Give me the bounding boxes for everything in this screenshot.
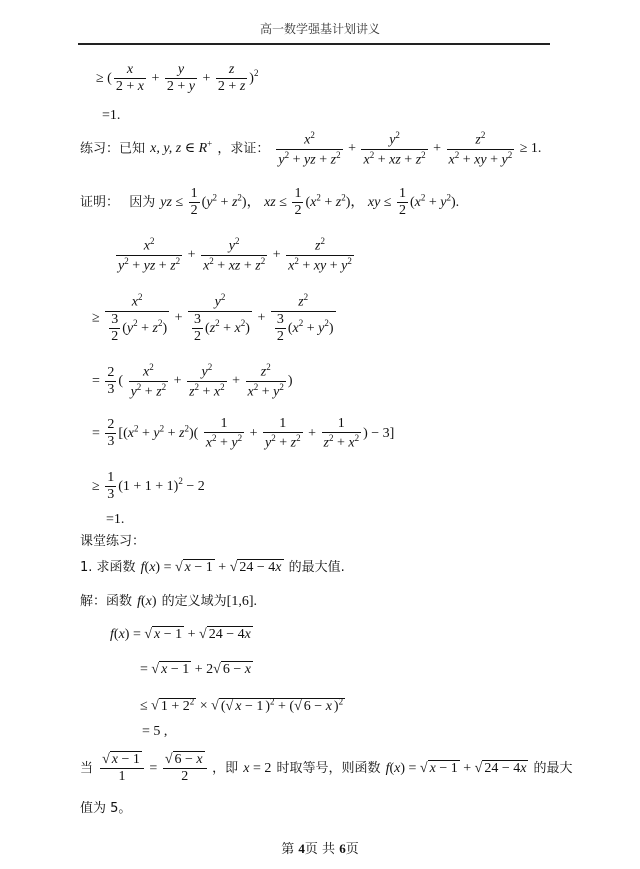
proof-lhs: $\frac{x^2}{y^2 + yz + z^2}$ + $\frac{y^2}{x^2 + xz + z^2}$ + $\frac{z^2}{x^2 + xy + y^2}$ [118,236,352,274]
result-eq2: =1. [106,512,125,527]
proof-step5: ≥ $\frac{1}{3}$ $(1 + 1 + 1)^2 - 2$ [92,470,205,503]
result-eq1: =1. [102,108,121,123]
max-value-line: 值为 5。 [80,801,132,816]
header-rule [78,43,550,45]
proof-step3: = $\frac{2}{3}$ ( $\frac{x^2}{y^2 + z^2}$ + $\frac{y^2}{z^2 + x^2}$ + $\frac{z^2}{x^2 + y^2}$ ) [92,362,293,400]
solution-step4: = 5 , [142,724,168,739]
ineq-square-sum: ≥ ( $\frac{x}{2 + x}$ + $\frac{y}{2 + y}$ + $\frac{z}{2 + z}$ )$^2$ [96,62,259,95]
page-footer: 第 4页 共 6页 [281,841,359,857]
proof-step4: = $\frac{2}{3}$ [$(x^2 + y^2 + z^2)$( $\frac{1}{x^2 + y^2}$ + $\frac{1}{y^2 + z^2}$ + $\frac{1}{z^2 + x^2}$ ) − 3] [92,416,395,451]
proof-line: 证明： 因为 yz ≤ $\frac{1}{2}$ $(y^2 + z^2)$， xz ≤ $\frac{1}{2}$ $(x^2 + z^2)$， xy ≤ $\frac{1}{2}$ $(x^2 + y^2)$. [80,186,460,219]
problem-1: 1. 求函数 f(x) = √ x − 1 + √ 24 − 4x 的最大值. [80,560,345,575]
solution-step2: = √ x − 1 + 2√ 6 − x [140,662,251,677]
page-header: 高一数学强基计划讲义 [259,22,380,36]
solution-step3: ≤ √ $1 + 2^2$ × √ (√ x − 1 )$^2$ + (√ 6 − x )$^2$ [140,696,344,714]
solution-step1: f(x) = √ x − 1 + √ 24 − 4x [110,627,251,642]
proof-step2: ≥ $x^2$ $\frac{3}{2}$ $(y^2 + z^2)$ + $y^2$ $\frac{3}{2}$ $(z^2 + x^2)$ + $z^2$ $\frac{3}{2}$ $(x^2 + y^2)$ [92,292,334,344]
exercise-line: 练习：已知 x, y, z ∈ R+ ，求证： $\frac{x^2}{y^2 + yz + z^2}$ + $\frac{y^2}{x^2 + xz + z^2}$ + $\frac{z^2}{x^2 + xy + y^2}$ ≥ 1. [80,130,542,168]
equality-line: 当 $\frac{√ x - 1}{1}$ = $\frac{√ 6 - x}{2}$ ，即 x = 2 时取等号，则函数 f(x) = √ x − 1 + √ 24 − 4x 的最大 [80,752,573,785]
solution-line: 解：函数 f(x) 的定义域为[1,6]. [80,594,257,609]
classroom-heading: 课堂练习： [80,534,146,549]
